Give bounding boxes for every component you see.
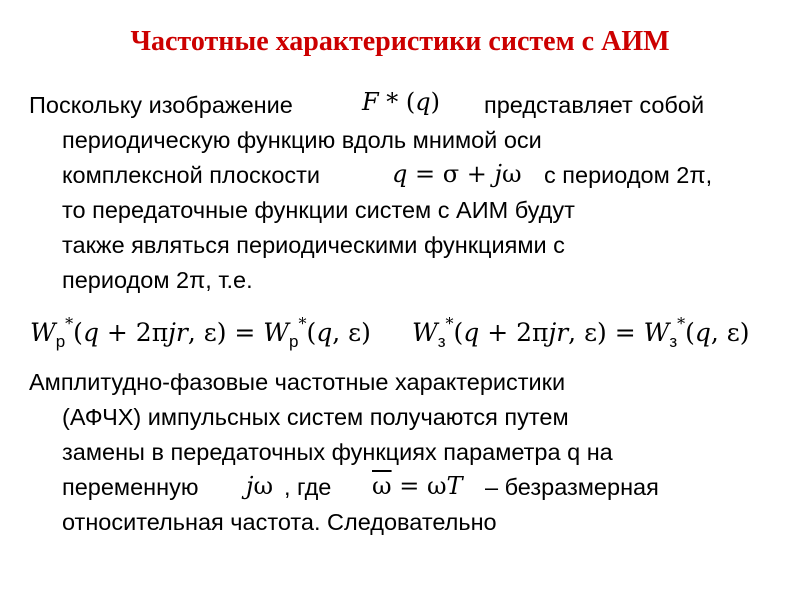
text-line: переменную	[62, 474, 199, 500]
text-line: относительная частота. Следовательно	[62, 509, 497, 535]
formula-omega-bar: $\overline{\omega} = \omega T$	[372, 472, 463, 500]
text-line: также являться периодическими функциями с	[62, 232, 565, 258]
text-line: с периодом 2π,	[544, 162, 713, 188]
formula-wp: $W_р^*(q + 2\pi jr$, $\varepsilon) = W_р^*(q$, ε)	[30, 314, 371, 351]
text-line: представляет собой	[484, 92, 705, 118]
formula-jw: jω	[246, 472, 274, 500]
formula-f-q: F * (q)	[362, 88, 441, 116]
text-line: периодом 2π, т.е.	[62, 267, 253, 293]
text-line: Поскольку изображение	[29, 92, 293, 118]
text-line: комплексной плоскости	[62, 162, 321, 188]
text-line: периодическую функцию вдоль мнимой оси	[62, 127, 542, 153]
text-line: , где	[284, 474, 332, 500]
text-line: замены в передаточных функциях параметра q на	[62, 439, 613, 465]
page-title: Частотные характеристики систем с АИМ	[130, 26, 670, 57]
text-line: то передаточные функции систем с АИМ будут	[62, 197, 575, 223]
formula-wz: $W_з^*(q + 2\pi jr$, $\varepsilon) = W_з^*(q$, ε)	[412, 314, 750, 351]
text-line: – безразмерная	[485, 474, 659, 500]
formula-q-def: q = σ + jω	[392, 160, 522, 188]
text-line: (АФЧХ) импульсных систем получаются путем	[62, 404, 569, 430]
text-line: Амплитудно-фазовые частотные характеристики	[29, 369, 566, 395]
